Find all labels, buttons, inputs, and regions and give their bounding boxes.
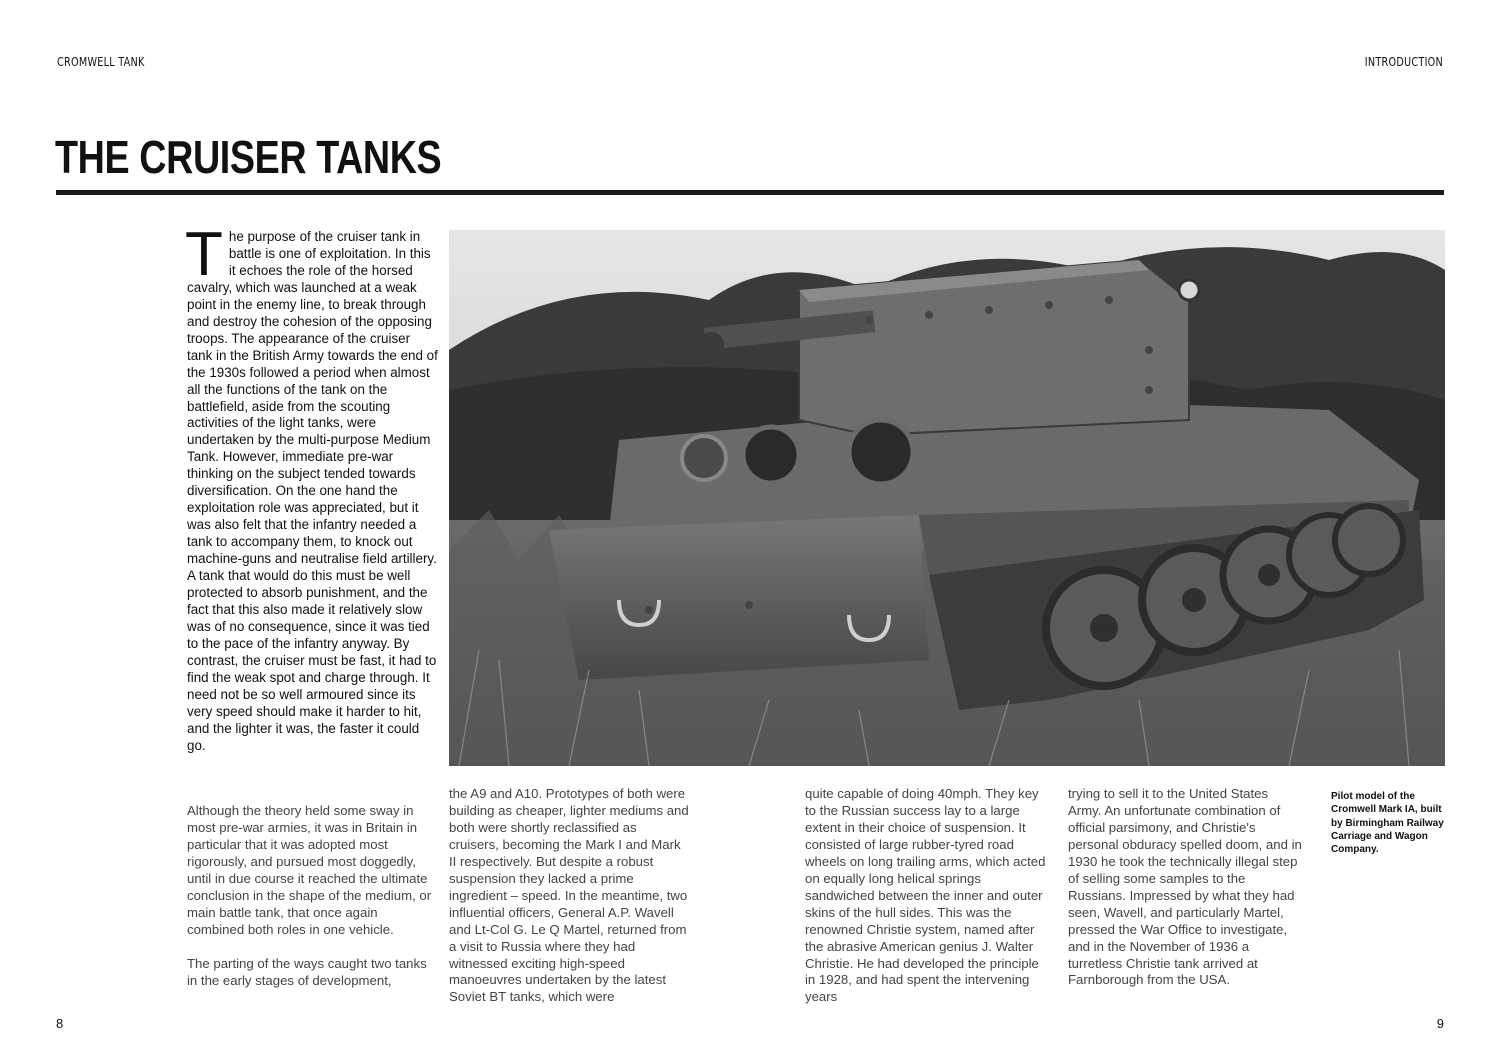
running-head-right: INTRODUCTION [1364,54,1443,69]
page-number-right: 9 [1436,1016,1444,1031]
paragraph: The parting of the ways caught two tanks in the early stages of development, [187,955,427,988]
text-column-3 [805,786,1050,1023]
page-number-left: 8 [56,1016,64,1031]
photo-caption: Pilot model of the Cromwell Mark IA, built by Birmingham Railway Carriage and Wagon Company. [1331,791,1444,856]
paragraph: quite capable of doing 40mph. They key to the Russian success lay to a large extent in their choice of suspension. It consisted of large rubber-tyred road wheels on long trailing arms, which acted on equally long helical springs sandwiched between the inner and outer skins of the hull sides. This was the renowned Christie system, named after the abrasive American genius J. Walter Christie. He had developed the principle in 1928, and had spent the intervening years [805,786,1046,1005]
tank-photo [449,230,1445,766]
text-column-1 [187,803,437,1007]
drop-cap: T [185,220,223,289]
paragraph: trying to sell it to the United States Army. An unfortunate combination of official parsimony, and Christie's personal obduracy spelled doom, and in 1930 he took the technically illegal step of selling some samples to the Russians. Impressed by what they had seen, Wavell, and particularly Martel, pressed the War Office to investigate, and in the November of 1936 a turretless Christie tank arrived at Farnborough from the USA. [1068,786,1302,988]
page-title: THE CRUISER TANKS [55,131,442,183]
running-head-left: CROMWELL TANK [57,54,145,69]
text-column-4 [1068,786,1303,1006]
tank-illustration [449,230,1445,766]
intro-paragraph [185,220,439,755]
intro-text: he purpose of the cruiser tank in battle is one of exploitation. In this it echoes the role of the horsed cavalry, which was launched at a weak point in the enemy line, to break through and destroy the cohesion of the opposing troops. The appearance of the cruiser tank in the British Army towards the end of the 1930s followed a period when almost all the functions of the tank on the battlefield, aside from the scouting activities of the light tanks, were undertaken by the multi-purpose Medium Tank. However, immediate pre-war thinking on the subject tended towards diversification. On the one hand the exploitation role was appreciated, but it was also felt that the infantry needed a tank to accompany them, to knock out machine-guns and neutralise field artillery. A tank that would do this must be well protected to absorb punishment, and the fact that this also made it relatively slow was of no consequence, since it was tied to the pace of the infantry anyway. By contrast, the cruiser must be fast, it had to find the weak spot and charge through. It need not be so well armoured since its very speed should make it harder to hit, and the lighter it was, the faster it could go. [187,229,438,753]
text-column-2 [449,786,689,1023]
title-rule [56,190,1444,195]
paragraph: the A9 and A10. Prototypes of both were building as cheaper, lighter mediums and both were shortly reclassified as cruisers, becoming the Mark I and Mark II respectively. But despite a robust suspension they lacked a prime ingredient – speed. In the meantime, two influential officers, General A.P. Wavell and Lt-Col G. Le Q Martel, returned from a visit to Russia where they had witnessed exciting high-speed manoeuvres undertaken by the latest Soviet BT tanks, which were [449,786,689,1005]
paragraph: Although the theory held some sway in most pre-war armies, it was in Britain in particular that it was adopted most rigorously, and pursued most doggedly, until in due course it reached the ultimate conclusion in the shape of the medium, or main battle tank, that once again combined both roles in one vehicle. [187,803,432,937]
